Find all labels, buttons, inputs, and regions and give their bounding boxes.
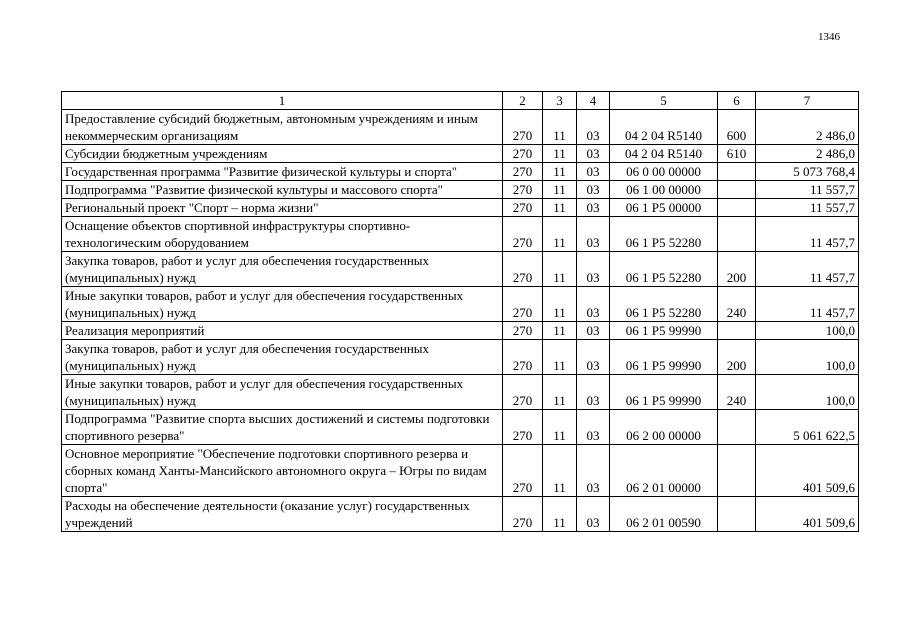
header-col-1: 1: [62, 92, 503, 110]
row-subsection: 03: [577, 252, 610, 287]
row-target-article: 04 2 04 R5140: [610, 110, 718, 145]
row-code-admin: 270: [503, 375, 543, 410]
row-amount: 2 486,0: [756, 110, 859, 145]
row-section: 11: [543, 145, 577, 163]
row-amount: 100,0: [756, 340, 859, 375]
row-description: Субсидии бюджетным учреждениям: [62, 145, 503, 163]
row-amount: 100,0: [756, 322, 859, 340]
row-amount: 11 457,7: [756, 217, 859, 252]
row-description: Закупка товаров, работ и услуг для обеспечения государственных (муниципальных) нужд: [62, 340, 503, 375]
row-target-article: 04 2 04 R5140: [610, 145, 718, 163]
row-description: Региональный проект "Спорт – норма жизни": [62, 199, 503, 217]
row-section: 11: [543, 110, 577, 145]
row-code-admin: 270: [503, 497, 543, 532]
row-subsection: 03: [577, 181, 610, 199]
table-row: [62, 497, 859, 532]
row-description: Иные закупки товаров, работ и услуг для обеспечения государственных (муниципальных) нужд: [62, 287, 503, 322]
row-amount: 100,0: [756, 375, 859, 410]
row-section: 11: [543, 287, 577, 322]
row-subsection: 03: [577, 322, 610, 340]
row-target-article: 06 1 P5 52280: [610, 217, 718, 252]
row-section: 11: [543, 181, 577, 199]
row-target-article: 06 1 P5 99990: [610, 375, 718, 410]
row-description: Реализация мероприятий: [62, 322, 503, 340]
row-section: 11: [543, 375, 577, 410]
row-amount: 11 557,7: [756, 199, 859, 217]
row-code-admin: 270: [503, 163, 543, 181]
row-code-admin: 270: [503, 340, 543, 375]
row-target-article: 06 1 P5 52280: [610, 287, 718, 322]
table-row: [62, 410, 859, 445]
table-row: [62, 217, 859, 252]
row-expense-type: [718, 217, 756, 252]
row-expense-type: 600: [718, 110, 756, 145]
row-target-article: 06 1 P5 00000: [610, 199, 718, 217]
header-col-7: 7: [756, 92, 859, 110]
row-code-admin: 270: [503, 322, 543, 340]
row-section: 11: [543, 497, 577, 532]
row-amount: 401 509,6: [756, 445, 859, 497]
row-subsection: 03: [577, 375, 610, 410]
row-target-article: 06 1 P5 99990: [610, 322, 718, 340]
table-row: [62, 340, 859, 375]
row-expense-type: [718, 410, 756, 445]
budget-table: [61, 91, 859, 532]
row-subsection: 03: [577, 199, 610, 217]
header-col-2: 2: [503, 92, 543, 110]
row-subsection: 03: [577, 163, 610, 181]
row-code-admin: 270: [503, 252, 543, 287]
row-code-admin: 270: [503, 145, 543, 163]
row-expense-type: [718, 322, 756, 340]
row-section: 11: [543, 410, 577, 445]
row-target-article: 06 0 00 00000: [610, 163, 718, 181]
row-description: Оснащение объектов спортивной инфраструктуры спортивно-технологическим оборудованием: [62, 217, 503, 252]
row-amount: 2 486,0: [756, 145, 859, 163]
row-description: Предоставление субсидий бюджетным, автономным учреждениям и иным некоммерческим организациям: [62, 110, 503, 145]
header-col-5: 5: [610, 92, 718, 110]
table-row: [62, 375, 859, 410]
table-row: [62, 110, 859, 145]
row-description: Подпрограмма "Развитие спорта высших достижений и системы подготовки спортивного резерва": [62, 410, 503, 445]
row-subsection: 03: [577, 145, 610, 163]
table-row: [62, 145, 859, 163]
page-number: 1346: [818, 31, 840, 43]
row-amount: 401 509,6: [756, 497, 859, 532]
row-section: 11: [543, 340, 577, 375]
header-col-6: 6: [718, 92, 756, 110]
row-section: 11: [543, 199, 577, 217]
table-row: [62, 252, 859, 287]
row-code-admin: 270: [503, 410, 543, 445]
row-target-article: 06 1 P5 99990: [610, 340, 718, 375]
row-amount: 11 457,7: [756, 252, 859, 287]
row-section: 11: [543, 217, 577, 252]
row-amount: 11 557,7: [756, 181, 859, 199]
row-code-admin: 270: [503, 445, 543, 497]
row-subsection: 03: [577, 445, 610, 497]
row-section: 11: [543, 163, 577, 181]
row-target-article: 06 2 01 00000: [610, 445, 718, 497]
row-code-admin: 270: [503, 110, 543, 145]
row-expense-type: [718, 199, 756, 217]
row-description: Подпрограмма "Развитие физической культуры и массового спорта": [62, 181, 503, 199]
row-description: Иные закупки товаров, работ и услуг для обеспечения государственных (муниципальных) нужд: [62, 375, 503, 410]
table-row: [62, 181, 859, 199]
row-section: 11: [543, 252, 577, 287]
header-col-3: 3: [543, 92, 577, 110]
row-code-admin: 270: [503, 181, 543, 199]
row-subsection: 03: [577, 287, 610, 322]
header-row: [62, 92, 859, 110]
row-expense-type: 200: [718, 252, 756, 287]
row-expense-type: 240: [718, 287, 756, 322]
row-code-admin: 270: [503, 287, 543, 322]
table-body: [62, 110, 859, 532]
table-row: [62, 287, 859, 322]
row-subsection: 03: [577, 340, 610, 375]
header-col-4: 4: [577, 92, 610, 110]
row-expense-type: [718, 163, 756, 181]
row-expense-type: [718, 445, 756, 497]
row-description: Основное мероприятие "Обеспечение подготовки спортивного резерва и сборных команд Ханты-Мансийского автономного округа – Югры по видам спорта": [62, 445, 503, 497]
row-expense-type: 610: [718, 145, 756, 163]
row-subsection: 03: [577, 410, 610, 445]
row-section: 11: [543, 445, 577, 497]
row-expense-type: [718, 181, 756, 199]
row-target-article: 06 1 P5 52280: [610, 252, 718, 287]
row-target-article: 06 2 00 00000: [610, 410, 718, 445]
row-target-article: 06 2 01 00590: [610, 497, 718, 532]
row-amount: 5 073 768,4: [756, 163, 859, 181]
table-row: [62, 199, 859, 217]
row-section: 11: [543, 322, 577, 340]
table-row: [62, 322, 859, 340]
row-description: Закупка товаров, работ и услуг для обеспечения государственных (муниципальных) нужд: [62, 252, 503, 287]
row-description: Расходы на обеспечение деятельности (оказание услуг) государственных учреждений: [62, 497, 503, 532]
row-amount: 5 061 622,5: [756, 410, 859, 445]
row-subsection: 03: [577, 497, 610, 532]
row-subsection: 03: [577, 110, 610, 145]
row-expense-type: 200: [718, 340, 756, 375]
table-row: [62, 445, 859, 497]
row-subsection: 03: [577, 217, 610, 252]
row-description: Государственная программа "Развитие физической культуры и спорта": [62, 163, 503, 181]
row-code-admin: 270: [503, 217, 543, 252]
row-code-admin: 270: [503, 199, 543, 217]
table-row: [62, 163, 859, 181]
row-expense-type: 240: [718, 375, 756, 410]
row-target-article: 06 1 00 00000: [610, 181, 718, 199]
row-amount: 11 457,7: [756, 287, 859, 322]
row-expense-type: [718, 497, 756, 532]
